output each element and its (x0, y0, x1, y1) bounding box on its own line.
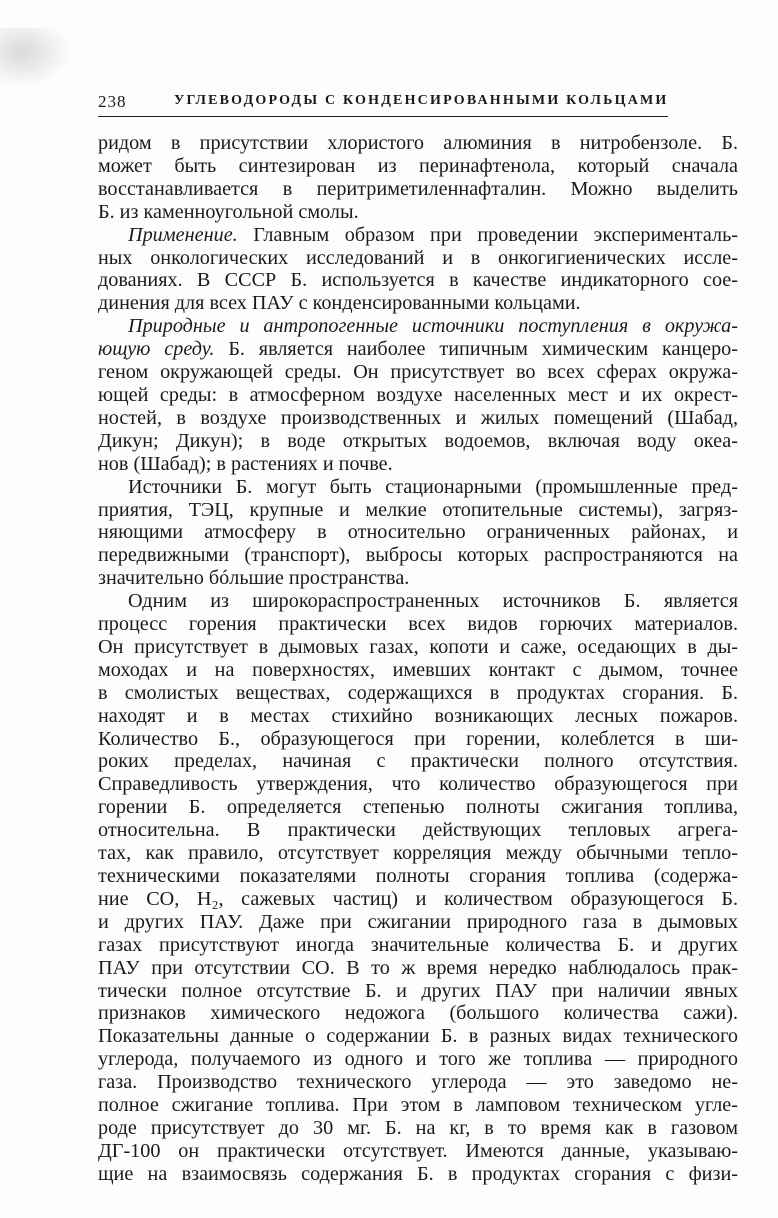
text-line: роких пределах, начиная с практически полного отсутствия. (98, 750, 738, 773)
text-line: ние CO, H₂, сажевых частиц) и количеством образующегося Б. (98, 887, 738, 910)
text-line: значительно бóльшие пространства. (98, 567, 410, 590)
text-line: газа. Производство технического углерода — это заведомо не- (98, 1071, 738, 1094)
text-line: Б. из каменноугольной смолы. (98, 200, 359, 223)
text-line: тически полное отсутствие Б. и других ПАУ при наличии явных (98, 979, 738, 1002)
text-line: газах присутствуют иногда значительные количества Б. и других (98, 933, 738, 956)
page-header (98, 90, 668, 117)
text-line: Одним из широкораспространенных источников Б. является (128, 590, 738, 613)
text-line: тах, как правило, отсутствует корреляция между обычными тепло- (98, 842, 738, 865)
text-fragment: Б. является наиболее типичным химическим канцеро- (214, 338, 738, 361)
text-line: находят и в местах стихийно возникающих лесных пожаров. (98, 704, 738, 727)
scan-smudge (0, 28, 72, 88)
text-line: ДГ-100 он практически отсутствует. Имеются данные, указываю- (98, 1139, 738, 1162)
text-line: в смолистых веществах, содержащихся в продуктах сгорания. Б. (98, 681, 738, 704)
text-line: ПАУ при отсутствии CO. В то ж время нередко наблюдалось прак- (98, 956, 738, 979)
paragraph (98, 476, 738, 591)
text-line: нов (Шабад); в растениях и почве. (98, 452, 393, 475)
text-line: щие на взаимосвязь содержания Б. в продуктах сгорания с физи- (98, 1162, 738, 1185)
body-text (98, 132, 738, 1186)
text-line: роде присутствует до 30 мг. Б. на кг, в то время как в газовом (98, 1116, 738, 1139)
text-line: ностей, в воздухе производственных и жилых помещений (Шабад, (98, 406, 738, 429)
paragraph (98, 224, 738, 316)
text-fragment: Главным образом при проведении эксперименталь- (237, 223, 738, 246)
paragraph (98, 132, 738, 224)
text-line: относительна. В практически действующих тепловых агрега- (98, 819, 738, 842)
text-line: признаков химического недожога (большого количества сажи). (98, 1002, 738, 1025)
section-lead: Природные и антропогенные источники поступления в окружа- (128, 315, 738, 338)
text-line (98, 315, 738, 338)
text-line: техническими показателями полноты сгорания топлива (содержа- (98, 865, 738, 887)
text-line: динения для всех ПАУ с конденсированными кольцами. (98, 292, 581, 315)
text-line: горении Б. определяется степенью полноты сжигания топлива, (98, 796, 738, 819)
paragraph (98, 590, 738, 1186)
text-line: ющей среды: в атмосферном воздухе населенных мест и их окрест- (98, 383, 738, 406)
text-line: моходах и на поверхностях, имевших контакт с дымом, точнее (98, 658, 738, 681)
text-line: Дикун; Дикун); в воде открытых водоемов, включая воду океа- (98, 429, 738, 452)
text-line: няющими атмосферу в относительно ограниченных районах, и (98, 521, 738, 544)
text-line: приятия, ТЭЦ, крупные и мелкие отопительные системы), загряз- (98, 498, 738, 521)
section-lead-cont: ющую среду. (98, 338, 215, 361)
paragraph (98, 315, 738, 475)
text-line: ридом в присутствии хлористого алюминия в нитробензоле. Б. (98, 132, 738, 154)
text-line: процесс горения практически всех видов горючих материалов. (98, 613, 738, 636)
text-line: передвижными (транспорт), выбросы которых распространяются на (98, 544, 738, 567)
text-line: Количество Б., образующегося при горении, колеблется в ши- (98, 727, 738, 750)
running-head: УГЛЕВОДОРОДЫ С КОНДЕНСИРОВАННЫМИ КОЛЬЦАМИ (174, 93, 669, 108)
text-line: дованиях. В СССР Б. используется в качестве индикаторного сое- (98, 269, 738, 292)
text-line: Он присутствует в дымовых газах, копоти и саже, оседающих в ды- (98, 635, 738, 658)
text-line: Источники Б. могут быть стационарными (промышленные пред- (128, 475, 738, 498)
text-line: ных онкологических исследований и в онкогигиенических иссле- (98, 246, 738, 269)
page-number: 238 (98, 92, 127, 111)
text-line: может быть синтезирован из перинафтенола, который сначала (98, 154, 738, 177)
text-line (98, 224, 738, 247)
text-line: Показательны данные о содержании Б. в разных видах технического (98, 1025, 738, 1048)
text-line: Справедливость утверждения, что количество образующегося при (98, 773, 738, 796)
text-line: геном окружающей среды. Он присутствует во всех сферах окружа- (98, 361, 738, 384)
text-line: полное сжигание топлива. При этом в ламповом техническом угле- (98, 1094, 738, 1117)
section-lead: Применение. (128, 223, 238, 246)
text-line (98, 338, 738, 361)
text-line: углерода, получаемого из одного и того же топлива — природного (98, 1048, 738, 1071)
text-line: и других ПАУ. Даже при сжигании природного газа в дымовых (98, 910, 738, 933)
text-line: восстанавливается в перитриметиленнафталин. Можно выделить (98, 177, 738, 200)
